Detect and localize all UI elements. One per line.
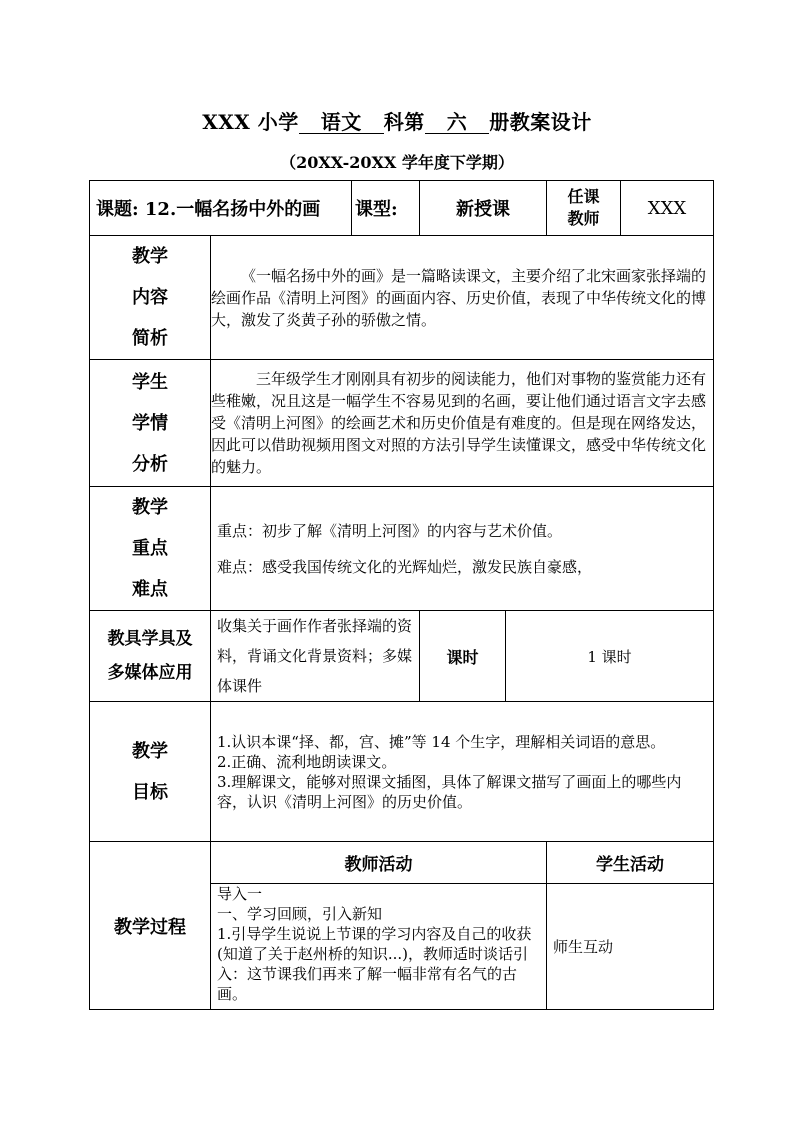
student-analysis-text: 三年级学生才刚刚具有初步的阅读能力，他们对事物的鉴赏能力还有些稚嫩，况且这是一幅学生不容易见到的名画，要让他们通过语言文字去感受《清明上河图》的绘画艺术和历史价值是有难度的。但是现在网络发达，因此可以借助视频用图文对照的方法引导学生读懂课文，感受中华传统文化的魅力。 (211, 360, 714, 487)
objectives-row (90, 702, 714, 842)
label-line: 学情 (132, 412, 168, 434)
label-line: 重点 (132, 538, 168, 559)
student-analysis-row (90, 360, 714, 487)
student-activity-cell: 师生互动 (547, 884, 714, 1010)
teacher-activity-line: 1.引导学生说说上节课的学习内容及自己的收获(知道了关于赵州桥的知识...)，教师适时谈话引入：这节课我们再来了解一幅非常有名气的古画。 (217, 925, 532, 1003)
objectives-label (90, 702, 211, 842)
school-name: XXX 小学 (202, 110, 299, 134)
label-line: 难点 (132, 579, 168, 600)
label-line: 学生 (132, 371, 168, 393)
hours-label: 课时 (420, 611, 506, 702)
key-points-row (90, 487, 714, 611)
term-subtitle: （20XX-20XX 学年度下学期） (280, 153, 514, 172)
label-line: 分析 (132, 453, 168, 475)
lesson-title-cell (90, 181, 352, 236)
teacher-value: XXX (621, 181, 714, 236)
hours-value: 1 课时 (506, 611, 714, 702)
key-points-label (90, 487, 211, 611)
content-summary-label (90, 236, 211, 360)
student-analysis-label (90, 360, 211, 487)
teacher-label-cell (547, 181, 621, 236)
difficulty-text: 难点：感受我国传统文化的光辉灿烂，激发民族自豪感， (217, 557, 593, 576)
objective-item: 2.正确、流利地朗读课文。 (217, 752, 397, 771)
process-header-row (90, 842, 714, 884)
label-line: 目标 (132, 781, 168, 803)
label-line: 教学 (132, 497, 168, 518)
label-line: 简析 (132, 328, 168, 349)
objective-item: 3.理解课文，能够对照课文插图，具体了解课文描写了画面上的哪些内容，认识《清明上河图》的历史价值。 (217, 772, 682, 811)
lesson-title: 课题: 12.一幅名扬中外的画 (96, 199, 321, 220)
tools-row (90, 611, 714, 702)
label-line: 教学 (132, 246, 168, 267)
lesson-info-row (90, 181, 714, 236)
subject-blank: 语文 (299, 111, 384, 134)
ke-di-text: 科第 (383, 110, 425, 134)
volume-blank: 六 (425, 111, 490, 134)
lesson-type-label: 课型: (352, 181, 420, 236)
objectives-list (211, 702, 714, 842)
label-line: 内容 (132, 287, 168, 308)
focus-text: 重点：初步了解《清明上河图》的内容与艺术价值。 (217, 521, 563, 540)
tools-label-line2: 多媒体应用 (107, 663, 193, 683)
teacher-activity-cell (211, 884, 547, 1010)
teacher-label-line1: 任课 (567, 187, 600, 206)
student-activity-header: 学生活动 (547, 842, 714, 884)
title-suffix: 册教案设计 (489, 110, 592, 134)
lesson-type-value: 新授课 (420, 181, 547, 236)
lesson-plan-table (89, 180, 714, 1010)
key-points-cell (211, 487, 714, 611)
document-title (0, 106, 794, 135)
teacher-activity-line: 一、学习回顾，引入新知 (217, 905, 383, 923)
process-label: 教学过程 (90, 842, 211, 1010)
teacher-activity-header: 教师活动 (211, 842, 547, 884)
content-summary-text: 《一幅名扬中外的画》是一篇略读课文，主要介绍了北宋画家张择端的绘画作品《清明上河图》的画面内容、历史价值，表现了中华传统文化的博大，激发了炎黄子孙的骄傲之情。 (211, 236, 714, 360)
tools-text: 收集关于画作作者张择端的资料，背诵文化背景资料；多媒体课件 (211, 611, 420, 702)
teacher-label-line2: 教师 (567, 209, 600, 228)
tools-label-line1: 教具学具及 (107, 629, 193, 649)
objective-item: 1.认识本课“择、都，宫、摊”等 14 个生字，理解相关词语的意思。 (217, 732, 666, 751)
content-summary-row (90, 236, 714, 360)
teacher-activity-line: 导入一 (217, 885, 263, 903)
tools-label (90, 611, 211, 702)
label-line: 教学 (132, 740, 168, 762)
